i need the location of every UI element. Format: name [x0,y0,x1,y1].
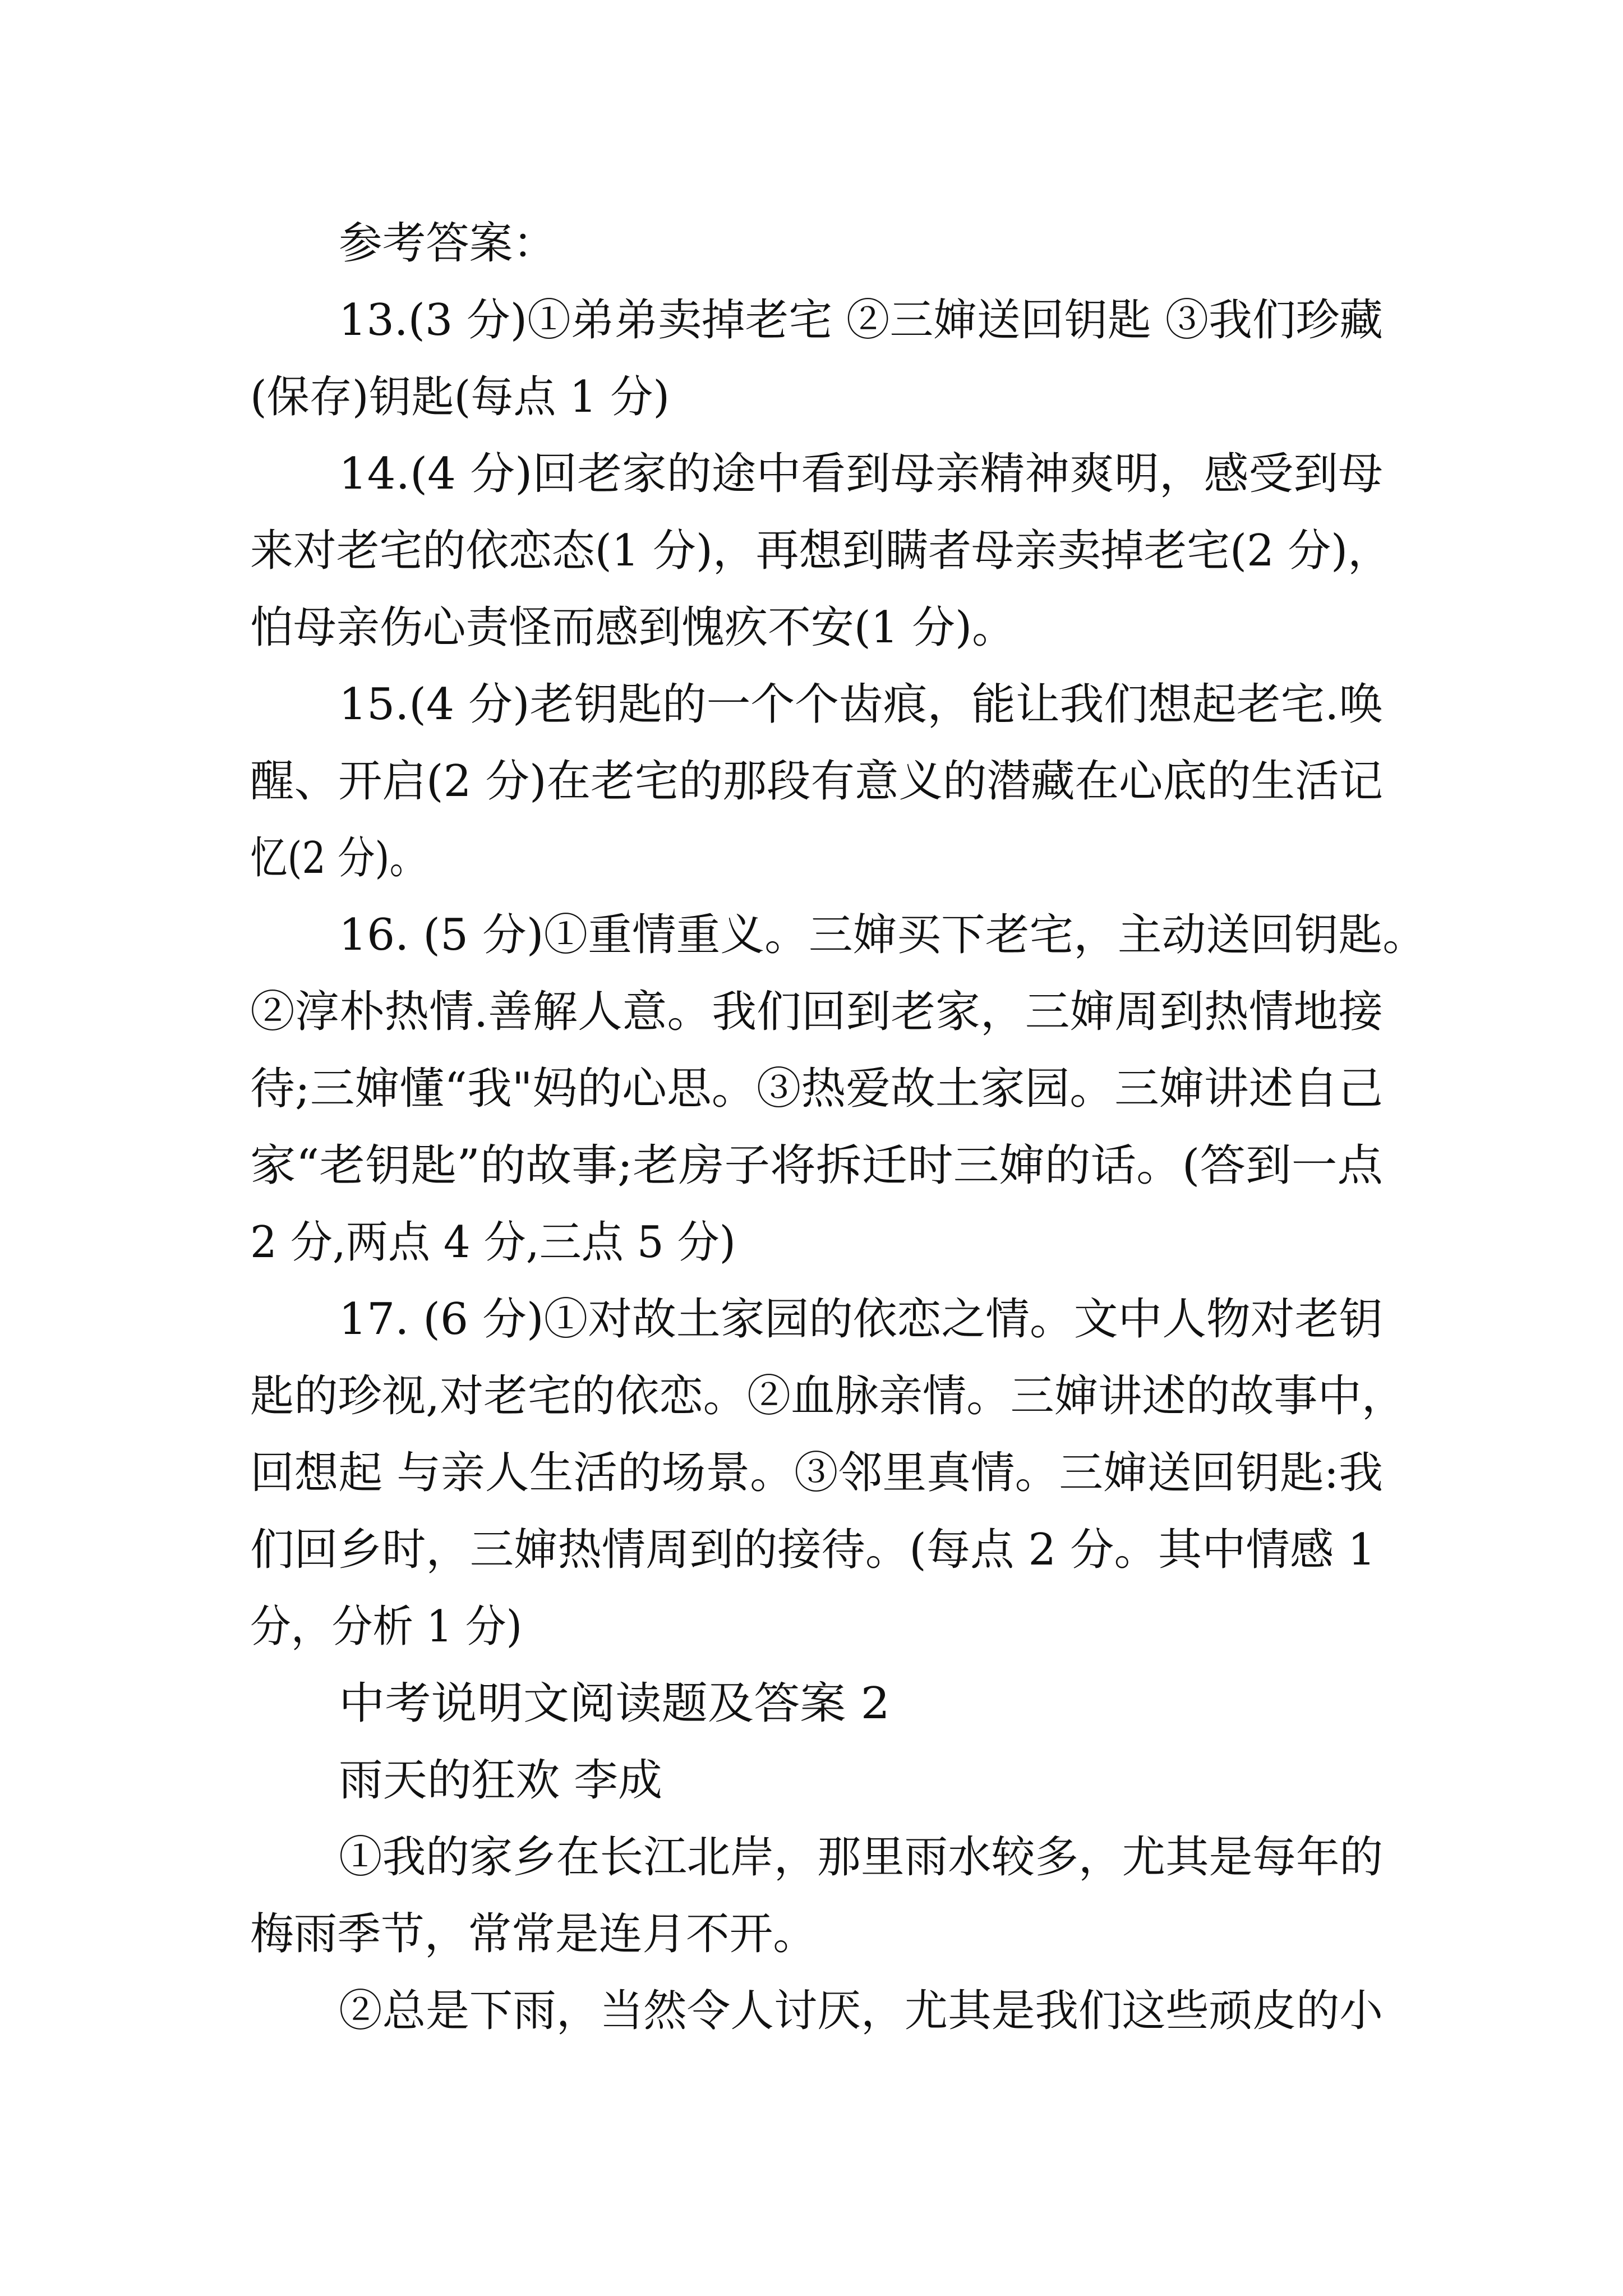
answer-line: 待;三婶懂“我"妈的心思。③热爱故土家园。三婶讲述自己 [250,1064,1383,1114]
answer-line: 13.(3 分)①弟弟卖掉老宅 ②三婶送回钥匙 ③我们珍藏 [339,295,1383,346]
answer-line: 匙的珍视,对老宅的依恋。②血脉亲情。三婶讲述的故事中， [250,1371,1405,1421]
answer-line: 怕母亲伤心责怪而感到愧疚不安(1 分)。 [250,602,1015,653]
answer-line: 15.(4 分)老钥匙的一个个齿痕，能让我们想起老宅.唤 [339,679,1383,730]
answer-line: 醒、开启(2 分)在老宅的那段有意义的潜藏在心底的生活记 [250,756,1383,807]
answer-line: (保存)钥匙(每点 1 分) [250,372,670,422]
answer-line: 2 分,两点 4 分,三点 5 分) [250,1217,736,1268]
answer-line: 16. (5 分)①重情重义。三婶买下老宅，主动送回钥匙。 [339,910,1427,960]
section-heading: 中考说明文阅读题及答案 2 [339,1678,890,1729]
article-title: 雨天的狂欢 李成 [339,1755,662,1806]
answer-line: 忆(2 分)。 [250,833,427,884]
answer-key-heading: 参考答案： [339,218,556,269]
answer-line: 14.(4 分)回老家的途中看到母亲精神爽明，感受到母 [339,449,1383,499]
paragraph-line: ①我的家乡在长江北岸，那里雨水较多，尤其是每年的 [339,1832,1383,1883]
paragraph-line: 梅雨季节，常常是连月不开。 [250,1909,817,1959]
answer-line: 来对老宅的依恋态(1 分)，再想到瞒者母亲卖掉老宅(2 分)， [250,526,1391,576]
answer-line: 回想起 与亲人生活的场景。③邻里真情。三婶送回钥匙:我 [250,1448,1383,1498]
answer-line: ②淳朴热情.善解人意。我们回到老家，三婶周到热情地接 [250,987,1384,1037]
answer-line: 家“老钥匙”的故事;老房子将拆迁时三婶的话。(答到一点 [250,1140,1385,1191]
answer-line: 17. (6 分)①对故土家园的依恋之情。文中人物对老钥 [339,1294,1383,1345]
answer-line: 分，分析 1 分) [250,1602,522,1652]
answer-line: 们回乡时，三婶热情周到的接待。(每点 2 分。其中情感 1 [250,1525,1376,1575]
paragraph-line: ②总是下雨，当然令人讨厌，尤其是我们这些顽皮的小 [339,1986,1384,2036]
